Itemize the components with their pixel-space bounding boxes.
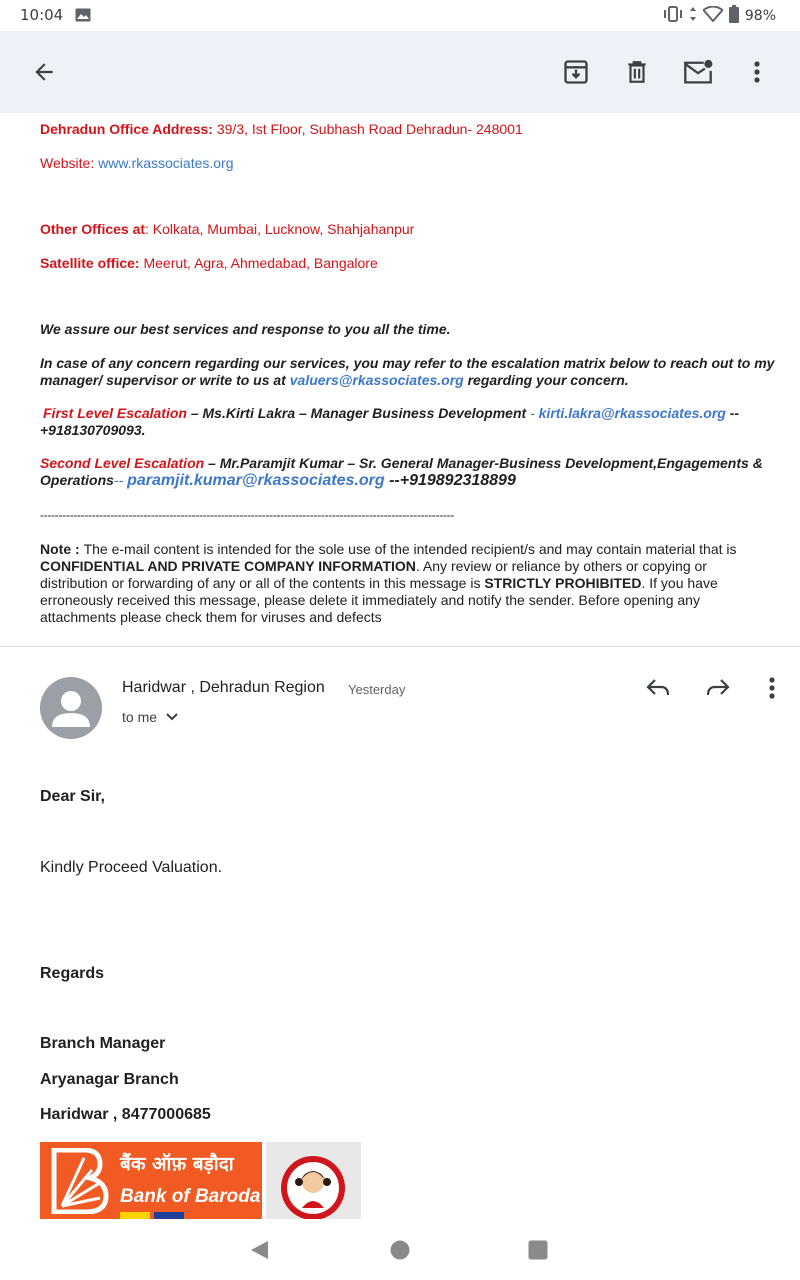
delete-button[interactable] [621, 56, 653, 88]
recipient-label: to me [122, 709, 158, 725]
logo-hindi-text: बैंक ऑफ़ बड़ौदा [120, 1153, 234, 1175]
status-bar [0, 0, 800, 31]
message-body-text: Kindly Proceed Valuation. [40, 859, 223, 876]
signature-contact: Haridwar , 8477000685 [40, 1106, 211, 1123]
recipient-details-toggle[interactable] [122, 709, 179, 725]
second-escalation: Second Level Escalation – Mr.Paramjit Kumar – Sr. General Manager-Business Development,Engagements & [40, 455, 763, 471]
archive-button[interactable] [560, 56, 592, 88]
website-line: Website: www.rkassociates.org [40, 155, 234, 171]
vibrate-icon [663, 6, 683, 26]
nav-home-button[interactable] [387, 1237, 413, 1263]
regards: Regards [40, 965, 105, 982]
note-line-2: CONFIDENTIAL AND PRIVATE COMPANY INFORMATION. Any review or reliance by others or copying or [40, 558, 707, 574]
baroda-sun-logo-icon [50, 1148, 114, 1214]
more-options-button[interactable] [741, 56, 773, 88]
office-address: Dehradun Office Address: 39/3, Ist Floor, Subhash Road Dehradun- 248001 [40, 121, 523, 137]
wifi-icon [703, 6, 723, 26]
note-line-1: Note : The e-mail content is intended for the sole use of the intended recipient/s and may contain material that is [40, 541, 737, 557]
kirti-email-link[interactable]: kirti.lakra@rkassociates.org [538, 405, 726, 421]
mascot-image [266, 1142, 361, 1219]
message-more-button[interactable] [756, 673, 788, 703]
bank-of-baroda-logo [40, 1142, 361, 1219]
status-time: 10:04 [20, 6, 64, 24]
delete-icon [624, 58, 650, 86]
concern-line-2: manager/ supervisor or write to us at valuers@rkassociates.org regarding your concern. [40, 372, 629, 388]
note-line-5: attachments please check them for viruses and defects [40, 609, 382, 625]
forward-icon [705, 677, 731, 699]
signature-branch: Aryanagar Branch [40, 1071, 179, 1088]
separator-line: ---------------------------------------------------------------------------------------------------------------- [40, 508, 454, 522]
chevron-down-icon [165, 712, 179, 722]
top-app-bar [0, 31, 800, 113]
note-line-3: distribution or forwarding of any or all of the contents in this message is STRICTLY PROHIBITED. If you have [40, 575, 718, 591]
nav-recents-button[interactable] [525, 1237, 551, 1263]
assurance-text: We assure our best services and response to you all the time. [40, 321, 451, 337]
person-icon [40, 677, 102, 739]
more-vert-icon [753, 60, 761, 84]
circle-home-icon [390, 1240, 410, 1260]
triangle-back-icon [248, 1239, 270, 1261]
avatar[interactable] [40, 677, 102, 739]
note-line-4: erroneously received this message, please delete it immediately and notify the sender. Before opening any [40, 592, 700, 608]
data-arrows-icon [689, 6, 697, 26]
satellite-office: Satellite office: Meerut, Agra, Ahmedabad, Bangalore [40, 255, 378, 271]
girl-mascot-icon [266, 1142, 361, 1219]
mark-unread-button[interactable] [682, 56, 714, 88]
sender-name: Haridwar , Dehradun Region [122, 679, 325, 696]
archive-icon [562, 58, 590, 86]
valuers-email-link[interactable]: valuers@rkassociates.org [289, 372, 464, 388]
logo-english-text: Bank of Baroda [120, 1186, 261, 1207]
concern-line-1: In case of any concern regarding our services, you may refer to the escalation matrix below to reach out to my [40, 355, 775, 371]
forward-button[interactable] [702, 673, 734, 703]
reply-button[interactable] [642, 673, 674, 703]
signature-title: Branch Manager [40, 1035, 166, 1052]
square-recents-icon [528, 1240, 548, 1260]
first-escalation-phone: +918130709093. [40, 422, 146, 438]
message-time: Yesterday [348, 682, 406, 697]
back-arrow-icon [31, 59, 57, 85]
back-button[interactable] [28, 56, 60, 88]
message-2-header[interactable] [0, 647, 800, 757]
more-vert-icon [768, 676, 776, 700]
image-icon [75, 8, 91, 22]
status-icons [663, 5, 776, 27]
nav-back-button[interactable] [246, 1237, 272, 1263]
greeting: Dear Sir, [40, 788, 105, 805]
paramjit-email-link[interactable]: paramjit.kumar@rkassociates.org [127, 472, 385, 489]
reply-icon [645, 677, 671, 699]
system-nav-bar [0, 1219, 800, 1280]
first-escalation: First Level Escalation – Ms.Kirti Lakra – Manager Business Development - kirti.lakra@rkassociates.org -- [43, 405, 740, 421]
other-offices: Other Offices at: Kolkata, Mumbai, Lucknow, Shahjahanpur [40, 221, 415, 237]
battery-percent: 98% [744, 8, 776, 24]
mark-unread-icon [683, 59, 713, 85]
second-escalation-line-2: Operations-- paramjit.kumar@rkassociates.org --+919892318899 [40, 472, 516, 489]
battery-icon [729, 5, 739, 27]
website-link[interactable]: www.rkassociates.org [98, 155, 234, 171]
